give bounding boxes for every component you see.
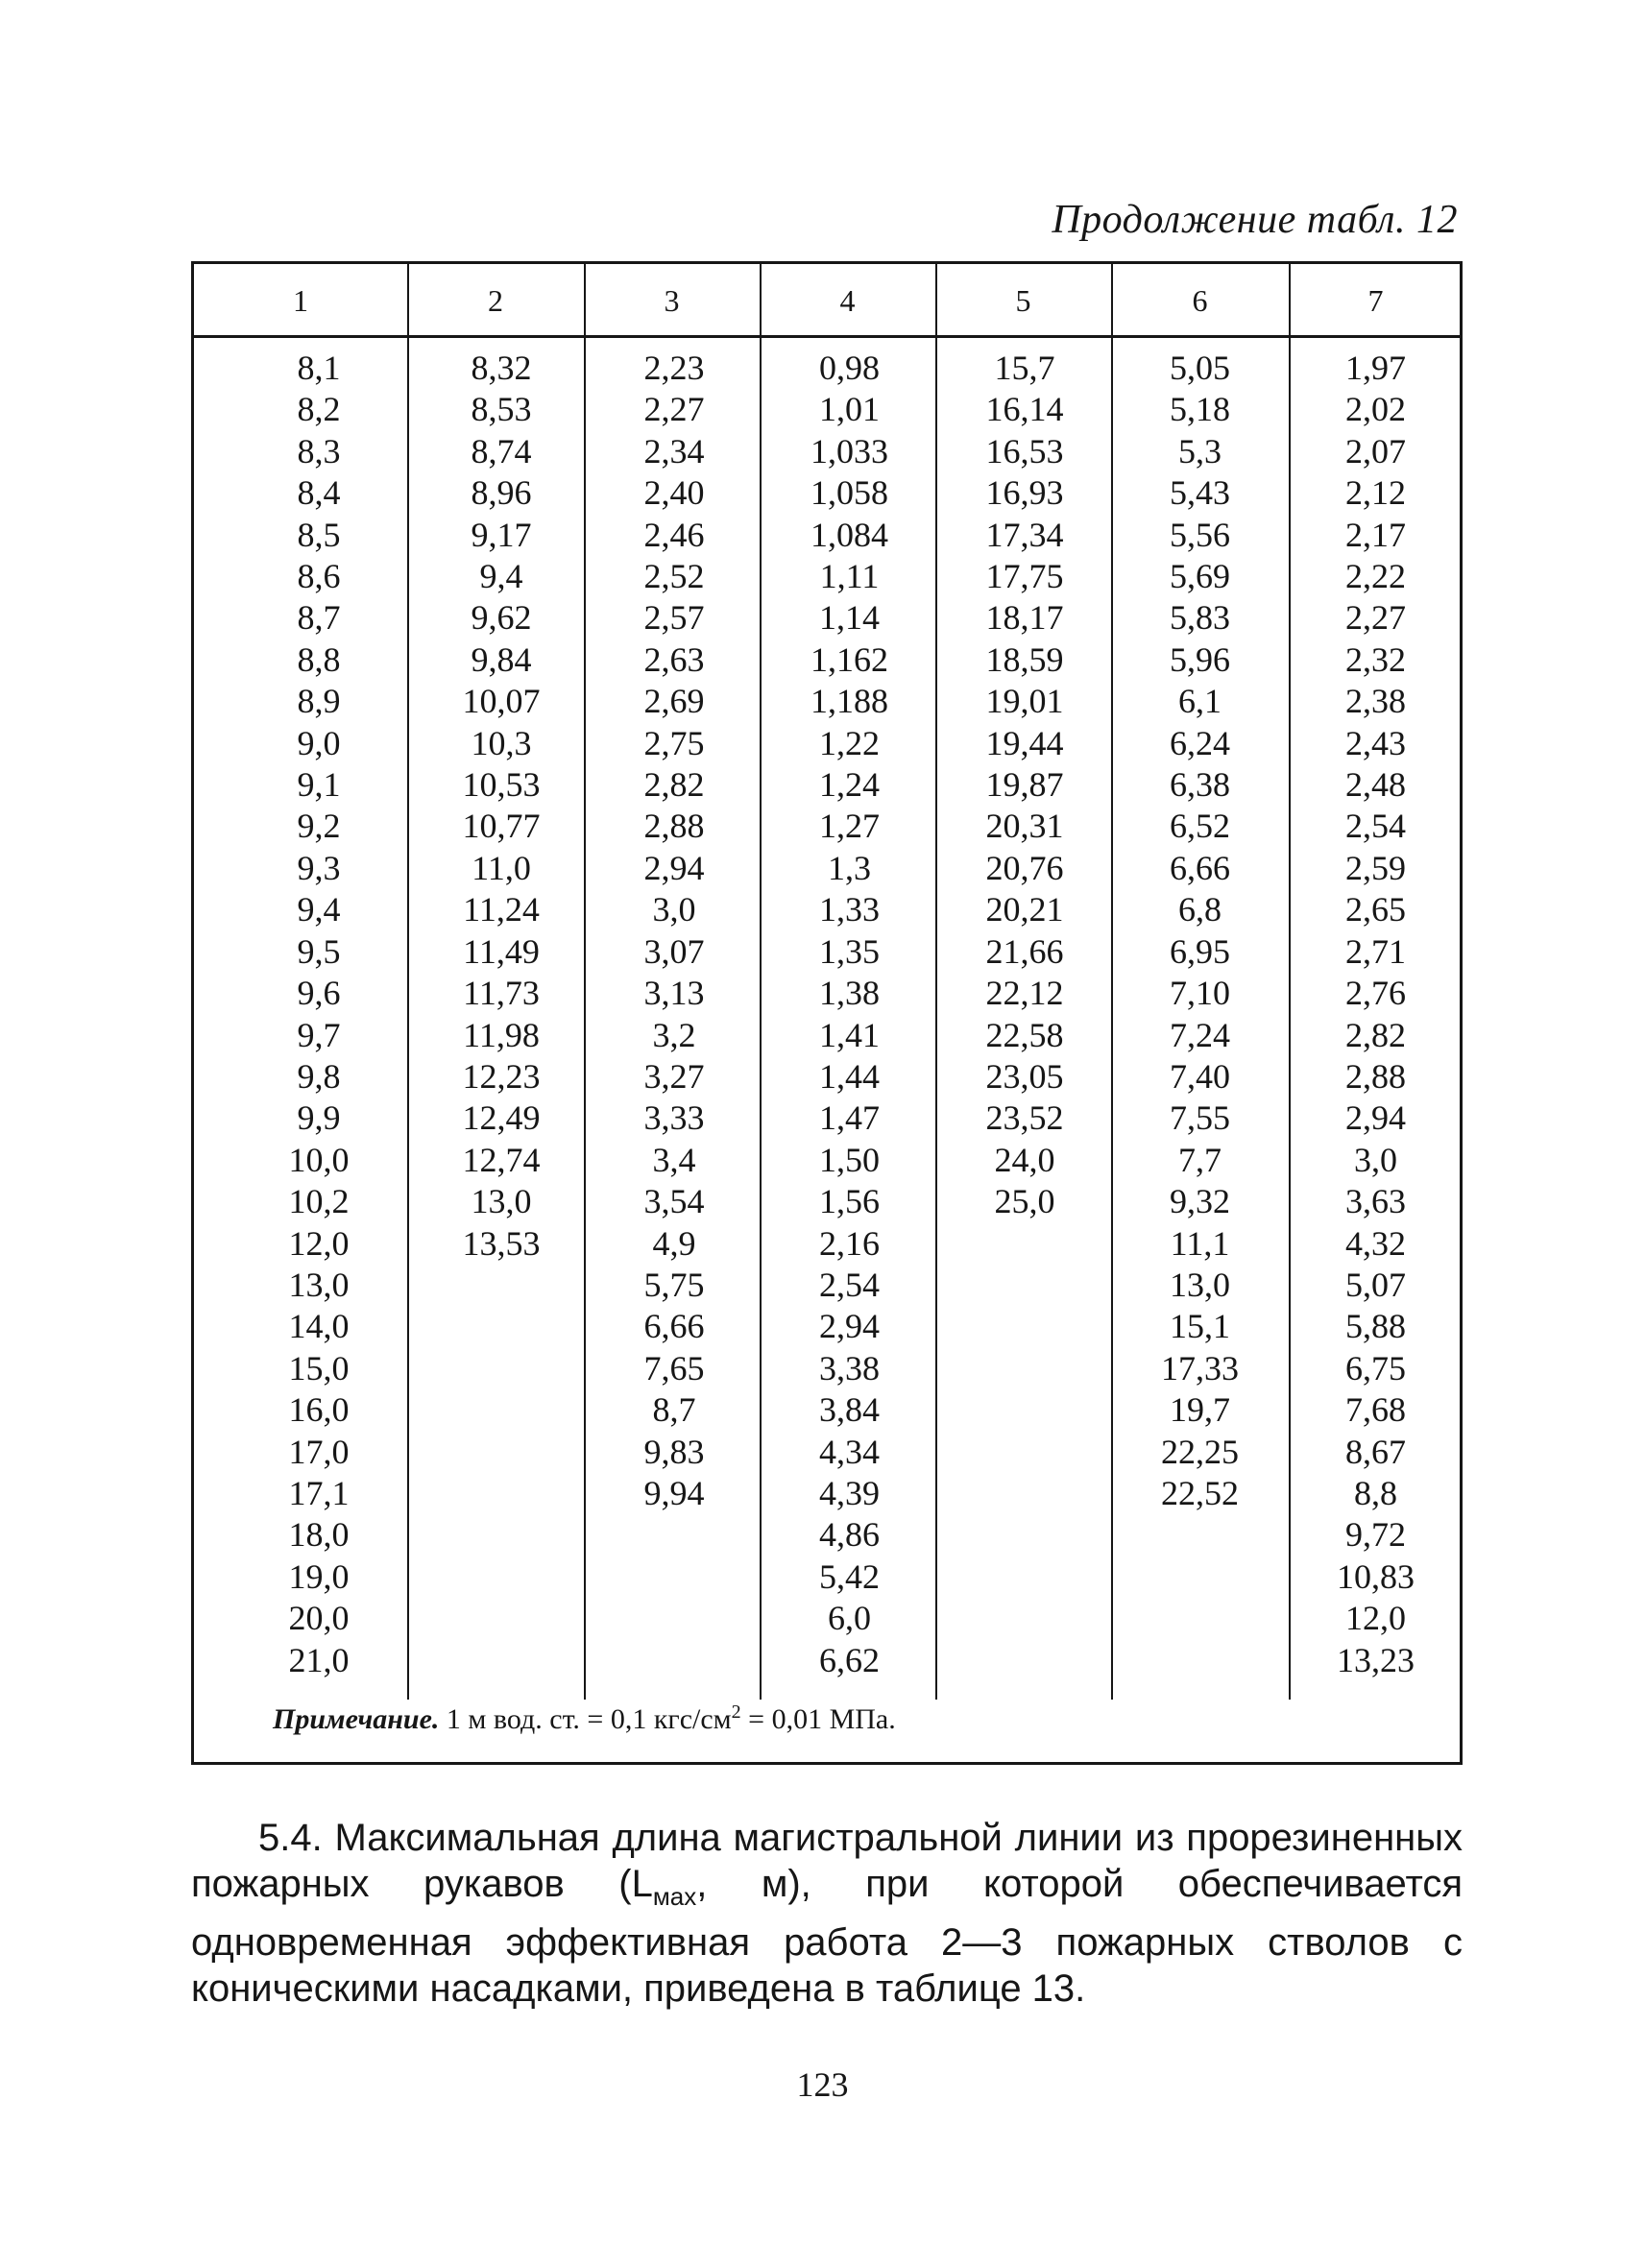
table-column-2: [424, 348, 578, 1265]
table-cell: 2,22: [1345, 557, 1406, 596]
table-cell: 11,0: [472, 848, 531, 887]
table-cell: 9,94: [643, 1473, 705, 1512]
table-cell: 3,13: [643, 974, 705, 1013]
table-cell: 2,16: [819, 1223, 880, 1263]
table-column-7: [1296, 348, 1455, 1681]
table-cell: 7,55: [1170, 1098, 1230, 1138]
table-cell: 3,27: [643, 1056, 705, 1096]
table-cell: 9,17: [471, 515, 532, 554]
table-cell: 9,6: [297, 974, 341, 1013]
table-cell: 7,7: [1178, 1140, 1222, 1179]
table-cell: 1,01: [819, 390, 880, 429]
data-table: [191, 261, 1463, 1765]
column-divider: [1289, 264, 1291, 1700]
table-cell: 2,43: [1345, 723, 1406, 762]
table-cell: 12,0: [1345, 1599, 1406, 1638]
table-cell: 8,4: [297, 473, 341, 513]
table-cell: 19,44: [985, 723, 1064, 762]
body-paragraph: [191, 1815, 1463, 2012]
table-cell: 11,1: [1170, 1223, 1230, 1263]
column-header-2: 2: [488, 283, 503, 318]
table-cell: 22,52: [1161, 1473, 1239, 1512]
table-cell: 18,17: [985, 598, 1064, 638]
column-header-4: 4: [839, 283, 856, 318]
table-cell: 9,1: [297, 765, 341, 805]
table-cell: 2,46: [643, 515, 705, 554]
table-cell: 2,63: [643, 639, 705, 679]
table-cell: 15,1: [1170, 1307, 1230, 1346]
table-cell: 1,50: [819, 1140, 880, 1179]
table-cell: 5,42: [819, 1556, 880, 1596]
table-cell: 22,12: [985, 974, 1064, 1013]
table-cell: 6,38: [1170, 765, 1230, 805]
table-cell: 23,05: [985, 1056, 1064, 1096]
table-cell: 15,7: [994, 349, 1055, 387]
table-cell: 16,53: [985, 431, 1064, 470]
table-cell: 1,058: [810, 473, 888, 513]
table-cell: 6,62: [819, 1640, 880, 1679]
column-header-3: 3: [664, 283, 680, 318]
table-cell: 9,4: [297, 890, 341, 929]
table-cell: 1,14: [819, 598, 880, 638]
table-cell: 17,1: [288, 1473, 350, 1512]
table-cell: 8,74: [471, 431, 532, 470]
table-cell: 9,0: [297, 723, 341, 762]
table-cell: 4,9: [652, 1223, 696, 1263]
table-cell: 22,58: [985, 1015, 1064, 1054]
table-cell: 2,65: [1345, 890, 1406, 929]
table-cell: 20,0: [288, 1599, 350, 1638]
table-cell: 20,21: [985, 890, 1064, 929]
table-column-4: [770, 348, 929, 1681]
table-cell: 3,63: [1345, 1182, 1406, 1221]
table-cell: 2,88: [643, 807, 705, 846]
table-cell: 1,27: [819, 807, 880, 846]
table-cell: 15,0: [288, 1348, 350, 1387]
table-cell: 2,27: [1345, 598, 1406, 638]
table-cell: 2,54: [819, 1265, 880, 1304]
table-cell: 17,33: [1161, 1348, 1239, 1387]
table-cell: 12,74: [462, 1140, 541, 1179]
header-rule: [194, 335, 1460, 338]
table-cell: 8,8: [297, 639, 341, 679]
column-divider: [760, 264, 762, 1700]
table-cell: 1,033: [810, 431, 888, 470]
table-cell: 2,07: [1345, 431, 1406, 470]
table-cell: 16,14: [985, 390, 1064, 429]
table-cell: 20,76: [985, 848, 1064, 887]
table-cell: 9,72: [1345, 1515, 1406, 1555]
table-cell: 16,93: [985, 473, 1064, 513]
table-cell: 9,8: [297, 1056, 341, 1096]
table-cell: 2,94: [819, 1307, 880, 1346]
table-cell: 4,86: [819, 1515, 880, 1555]
table-note: [273, 1701, 896, 1736]
table-cell: 1,41: [819, 1015, 880, 1054]
table-cell: 19,7: [1170, 1390, 1230, 1430]
table-cell: 1,33: [819, 890, 880, 929]
table-cell: 10,3: [471, 723, 532, 762]
table-cell: 8,32: [471, 349, 532, 387]
table-cell: 17,0: [288, 1432, 350, 1471]
table-cell: 6,52: [1170, 807, 1230, 846]
table-cell: 6,8: [1178, 890, 1222, 929]
table-cell: 13,0: [1170, 1265, 1230, 1304]
table-cell: 3,2: [652, 1015, 696, 1054]
table-cell: 7,40: [1170, 1056, 1230, 1096]
paragraph-text: 5.4. Максимальная длина магистральной линии из прорезиненных пожарных рукавов (L: [191, 1817, 1463, 1905]
table-cell: 9,5: [297, 931, 341, 971]
table-cell: 1,22: [819, 723, 880, 762]
table-cell: 5,18: [1170, 390, 1230, 429]
table-cell: 10,83: [1337, 1556, 1415, 1596]
table-cell: 10,0: [288, 1140, 350, 1179]
table-column-6: [1121, 348, 1279, 1514]
table-cell: 14,0: [288, 1307, 350, 1346]
column-header-1: 1: [293, 283, 308, 318]
table-cell: 10,2: [288, 1182, 350, 1221]
table-cell: 2,54: [1345, 807, 1406, 846]
table-cell: 1,3: [828, 848, 871, 887]
table-cell: 13,53: [462, 1223, 541, 1263]
table-cell: 7,65: [643, 1348, 705, 1387]
table-cell: 6,95: [1170, 931, 1230, 971]
table-cell: 22,25: [1161, 1432, 1239, 1471]
table-cell: 1,188: [810, 682, 888, 721]
table-cell: 20,31: [985, 807, 1064, 846]
table-cell: 6,66: [1170, 848, 1230, 887]
table-cell: 1,38: [819, 974, 880, 1013]
page-number: 123: [796, 2065, 849, 2104]
column-header-6: 6: [1192, 283, 1208, 318]
table-cell: 6,24: [1170, 723, 1230, 762]
table-cell: 3,84: [819, 1390, 880, 1430]
table-cell: 5,05: [1170, 349, 1230, 387]
table-cell: 21,0: [288, 1640, 350, 1679]
table-cell: 2,71: [1345, 931, 1406, 971]
table-cell: 9,7: [297, 1015, 341, 1054]
table-cell: 5,56: [1170, 515, 1230, 554]
table-cell: 18,59: [985, 639, 1064, 679]
table-cell: 11,73: [463, 974, 540, 1013]
table-cell: 16,0: [288, 1390, 350, 1430]
table-cell: 9,4: [479, 557, 523, 596]
table-cell: 8,5: [297, 515, 341, 554]
table-cell: 11,49: [463, 931, 540, 971]
column-header-5: 5: [1015, 283, 1031, 318]
table-cell: 2,82: [643, 765, 705, 805]
table-cell: 12,0: [288, 1223, 350, 1263]
paragraph-subscript: мах: [652, 1882, 697, 1911]
table-cell: 6,66: [643, 1307, 705, 1346]
table-cell: 13,23: [1337, 1640, 1415, 1679]
table-cell: 9,3: [297, 848, 341, 887]
table-cell: 13,0: [471, 1182, 532, 1221]
table-cell: 9,83: [643, 1432, 705, 1471]
column-divider: [407, 264, 409, 1700]
table-cell: 2,32: [1345, 639, 1406, 679]
table-cell: 1,44: [819, 1056, 880, 1096]
table-cell: 7,68: [1345, 1390, 1406, 1430]
table-cell: 2,94: [1345, 1098, 1406, 1138]
table-cell: 3,33: [643, 1098, 705, 1138]
table-cell: 12,23: [462, 1056, 541, 1096]
table-cell: 4,39: [819, 1473, 880, 1512]
table-cell: 4,32: [1345, 1223, 1406, 1263]
table-cell: 8,6: [297, 557, 341, 596]
table-cell: 9,9: [297, 1098, 341, 1138]
table-cell: 9,84: [471, 639, 532, 679]
table-cell: 2,40: [643, 473, 705, 513]
table-cell: 3,07: [643, 931, 705, 971]
table-cell: 10,07: [462, 682, 541, 721]
table-cell: 9,62: [471, 598, 532, 638]
table-cell: 7,24: [1170, 1015, 1230, 1054]
table-cell: 2,82: [1345, 1015, 1406, 1054]
note-text-end: = 0,01 МПа.: [740, 1703, 896, 1735]
table-cell: 2,34: [643, 431, 705, 470]
table-cell: 11,24: [463, 890, 540, 929]
note-superscript: 2: [731, 1701, 741, 1723]
column-header-7: 7: [1367, 283, 1384, 318]
table-cell: 10,77: [462, 807, 541, 846]
table-cell: 24,0: [994, 1140, 1055, 1179]
paragraph-text-end: , м), при которой обеспечивается одновременная эффективная работа 2—3 пожарных стволов с коническими насадками, приведена в таблице 13.: [191, 1863, 1464, 2010]
table-cell: 5,69: [1170, 557, 1230, 596]
table-cell: 2,59: [1345, 848, 1406, 887]
table-cell: 3,0: [1354, 1140, 1397, 1179]
table-cell: 8,3: [297, 431, 341, 470]
table-cell: 2,94: [643, 848, 705, 887]
table-cell: 2,17: [1345, 515, 1406, 554]
table-cell: 18,0: [288, 1515, 350, 1555]
table-cell: 1,97: [1345, 349, 1406, 387]
table-cell: 9,32: [1170, 1182, 1230, 1221]
table-cell: 12,49: [462, 1098, 541, 1138]
table-cell: 2,38: [1345, 682, 1406, 721]
table-cell: 5,43: [1170, 473, 1230, 513]
table-cell: 2,27: [643, 390, 705, 429]
table-cell: 25,0: [994, 1182, 1055, 1221]
table-cell: 2,48: [1345, 765, 1406, 805]
column-divider: [584, 264, 586, 1700]
table-cell: 9,2: [297, 807, 341, 846]
table-cell: 3,54: [643, 1182, 705, 1221]
table-cell: 6,0: [828, 1599, 871, 1638]
table-cell: 19,01: [985, 682, 1064, 721]
table-cell: 8,7: [297, 598, 341, 638]
table-cell: 3,38: [819, 1348, 880, 1387]
table-cell: 11,98: [463, 1015, 540, 1054]
column-divider: [1111, 264, 1113, 1700]
table-cell: 21,66: [985, 931, 1064, 971]
table-cell: 8,8: [1354, 1473, 1397, 1512]
table-cell: 2,12: [1345, 473, 1406, 513]
table-cell: 2,52: [643, 557, 705, 596]
table-cell: 1,56: [819, 1182, 880, 1221]
table-cell: 8,67: [1345, 1432, 1406, 1471]
table-cell: 8,9: [297, 682, 341, 721]
table-cell: 1,35: [819, 931, 880, 971]
note-text: 1 м вод. ст. = 0,1 кгс/см: [439, 1703, 732, 1735]
table-cell: 8,2: [297, 390, 341, 429]
table-cell: 7,10: [1170, 974, 1230, 1013]
table-cell: 5,3: [1178, 431, 1222, 470]
table-cell: 1,11: [819, 557, 880, 596]
table-cell: 1,24: [819, 765, 880, 805]
note-label: Примечание.: [273, 1703, 440, 1735]
table-cell: 3,0: [652, 890, 696, 929]
table-cell: 13,0: [288, 1265, 350, 1304]
table-cell: 1,084: [810, 515, 888, 554]
table-cell: 1,162: [810, 639, 888, 679]
table-cell: 2,23: [643, 349, 705, 387]
table-cell: 5,88: [1345, 1307, 1406, 1346]
table-cell: 8,53: [471, 390, 532, 429]
table-cell: 6,75: [1345, 1348, 1406, 1387]
table-cell: 8,1: [297, 349, 341, 387]
table-cell: 2,02: [1345, 390, 1406, 429]
table-column-3: [597, 348, 751, 1514]
table-cell: 5,83: [1170, 598, 1230, 638]
table-cell: 1,47: [819, 1098, 880, 1138]
table-column-1: [247, 348, 391, 1681]
table-cell: 17,75: [985, 557, 1064, 596]
table-cell: 19,0: [288, 1556, 350, 1596]
table-column-5: [948, 348, 1101, 1223]
table-cell: 5,96: [1170, 639, 1230, 679]
table-cell: 2,57: [643, 598, 705, 638]
table-cell: 4,34: [819, 1432, 880, 1471]
table-caption: Продолжение табл. 12: [1052, 198, 1458, 242]
table-cell: 2,88: [1345, 1056, 1406, 1096]
column-divider: [935, 264, 937, 1700]
table-cell: 10,53: [462, 765, 541, 805]
table-cell: 2,75: [643, 723, 705, 762]
table-cell: 17,34: [985, 515, 1064, 554]
table-cell: 8,7: [652, 1390, 696, 1430]
table-cell: 3,4: [652, 1140, 696, 1179]
table-cell: 19,87: [985, 765, 1064, 805]
table-cell: 5,75: [643, 1265, 705, 1304]
table-cell: 8,96: [471, 473, 532, 513]
table-cell: 6,1: [1178, 682, 1222, 721]
table-cell: 2,76: [1345, 974, 1406, 1013]
table-cell: 2,69: [643, 682, 705, 721]
table-cell: 5,07: [1345, 1265, 1406, 1304]
table-cell: 0,98: [819, 349, 880, 387]
table-cell: 23,52: [985, 1098, 1064, 1138]
